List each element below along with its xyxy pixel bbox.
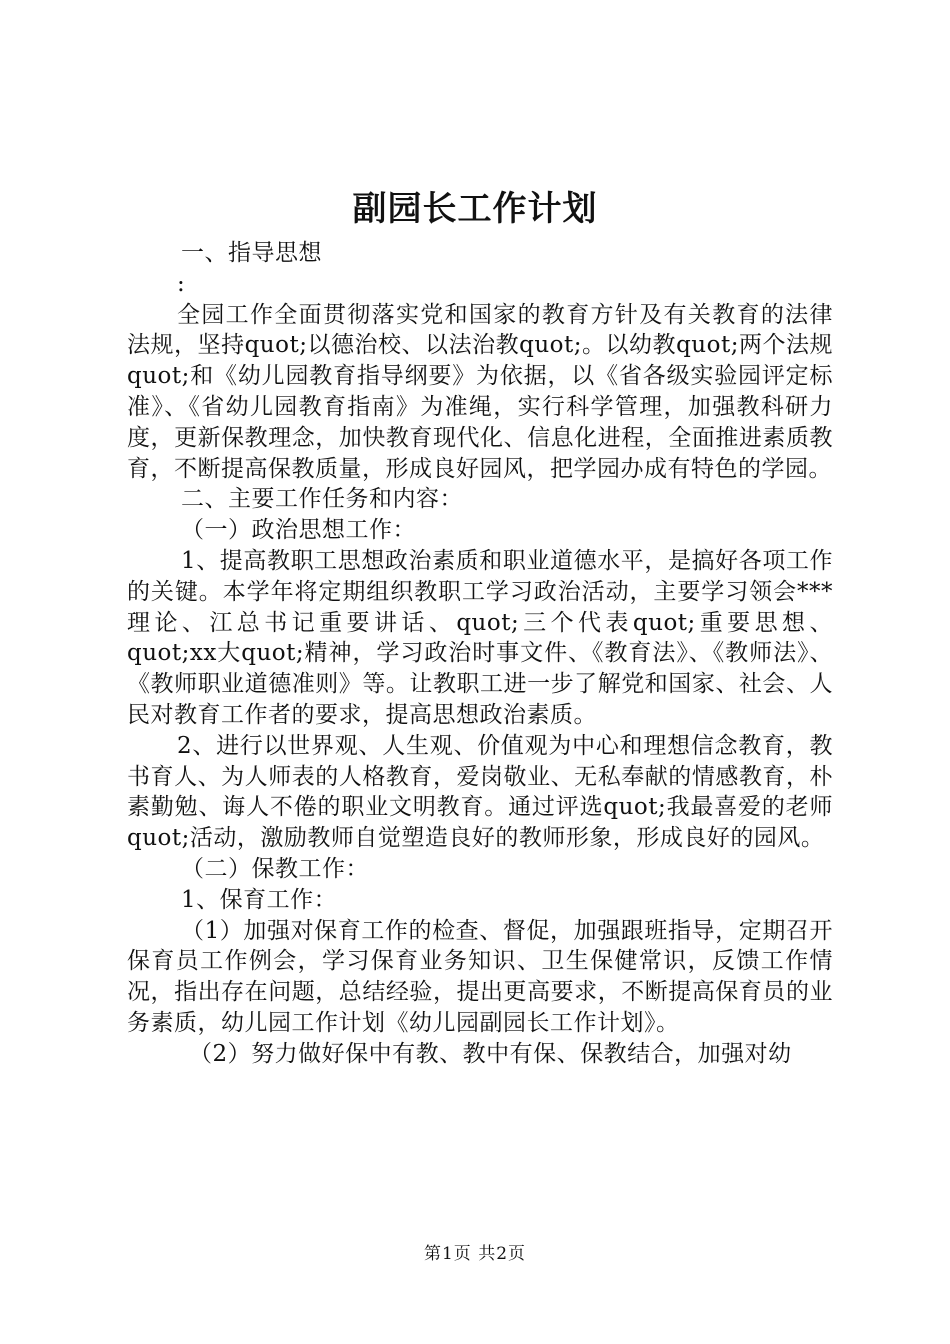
- section-heading-guiding-ideology: 一、指导思想: [181, 240, 322, 266]
- section-heading-main-tasks: 二、主要工作任务和内容：: [181, 486, 463, 513]
- paragraph-care-item-1: （1）加强对保育工作的检查、督促，加强跟班指导，定期召开保育员工作例会，学习保育业务知识、卫生保健常识，反馈工作情况，指出存在问题，总结经验，提出更高要求，不断提高保育员的业务素质，幼儿园工作计划《幼儿园副园长工作计划》。: [127, 917, 833, 1036]
- paragraph-guiding-ideology: 全园工作全面贯彻落实党和国家的教育方针及有关教育的法律法规，坚持quot;以德治校、以法治教quot;。以幼教quot;两个法规quot;和《幼儿园教育指导纲要》为依据，以《省各级实验园评定标准》、《省幼儿园教育指南》为准绳，实行科学管理，加强教科研力度，更新保教理念，加快教育现代化、信息化进程，全面推进素质教育，不断提高保教质量，形成良好园风，把学园办成有特色的学园。: [127, 301, 833, 482]
- document-body: [127, 238, 833, 1070]
- paragraph-political-item-2: 2、进行以世界观、人生观、价值观为中心和理想信念教育，教书育人、为人师表的人格教育，爱岗敬业、无私奉献的情感教育，朴素勤勉、诲人不倦的职业文明教育。通过评选quot;我最喜爱的老师quot;活动，激励教师自觉塑造良好的教师形象，形成良好的园风。: [127, 732, 833, 852]
- paragraph-political-item-1: 1、提高教职工思想政治素质和职业道德水平，是搞好各项工作的关键。本学年将定期组织教职工学习政治活动，主要学习领会***理论、江总书记重要讲话、quot;三个代表quot;重要思想、quot;xx大quot;精神，学习政治时事文件、《教育法》、《教师法》、《教师职业道德准则》等。让教职工进一步了解党和国家、社会、人民对教育工作者的要求，提高思想政治素质。: [127, 547, 833, 728]
- document-title: 副园长工作计划: [352, 189, 598, 229]
- paragraph-care-item-2: （2）努力做好保中有教、教中有保、保教结合，加强对幼: [189, 1040, 792, 1067]
- item-heading-care-work: 1、保育工作：: [181, 886, 338, 913]
- page-footer: 第1页 共2页: [423, 1244, 527, 1264]
- subsection-heading-care-education: （二）保教工作：: [181, 855, 369, 882]
- colon-line: :: [177, 270, 186, 297]
- subsection-heading-political-work: （一）政治思想工作：: [181, 517, 416, 544]
